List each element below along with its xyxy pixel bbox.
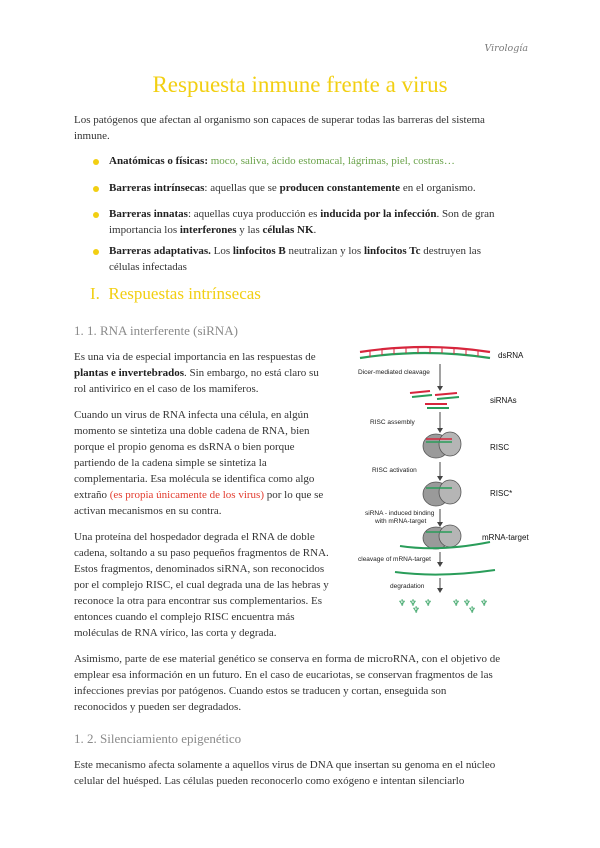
bullet-adaptativas-line2: células infectadas [109, 261, 187, 273]
bullet-desc: moco, saliva, ácido estomacal, lágrimas, piel, costras… [208, 155, 455, 167]
para3-line: Estos fragmentos, denominados siRNA, son reconocidos [74, 563, 325, 575]
page-title: Respuesta inmune frente a virus [152, 72, 448, 97]
bullet-text: importancia los [109, 224, 180, 236]
bullet-text: Los [210, 245, 233, 257]
mrna-target-complex [400, 525, 490, 549]
cleaved-mrna [395, 570, 495, 575]
diagram-label: degradation [390, 583, 425, 590]
degradation-fragments [398, 599, 488, 616]
diagram-label: mRNA-target [482, 533, 529, 542]
text: por lo que se [264, 489, 324, 501]
flow-arrowhead [437, 386, 443, 391]
bullet-text: : aquellas cuya producción es [187, 208, 321, 220]
para3-line: entonces cuando el complejo RISC encuentra más [74, 611, 295, 623]
sirna-pathway-diagram [340, 338, 545, 623]
header-subject: Virología [484, 43, 528, 54]
para3-line: reconoce la otra para encontrar sus complementarios. Es [74, 595, 323, 607]
section-heading [90, 284, 261, 304]
para2-line: complementaria. Esa molécula se identifica como algo [74, 473, 315, 485]
bullet-text: destruyen las [420, 245, 481, 257]
para4-line: reconocidos y pueden ser degradados. [74, 701, 242, 713]
diagram-label: RISC [490, 443, 510, 452]
bullet-dot [93, 212, 99, 218]
bullet-text: . [313, 224, 317, 236]
bullet-term: Anatómicas o físicas: [109, 155, 208, 167]
risc-active-complex [423, 480, 461, 506]
para2-line: momento se sintetiza una doble cadena de RNA, bien [74, 425, 310, 437]
para2-line [74, 487, 323, 503]
diagram-label: RISC assembly [370, 419, 415, 426]
diagram-label: with mRNA-target [375, 518, 427, 525]
para4-line: emplear esa información en un futuro. En el caso de eucariotas, se conservan fragmentos de las [74, 669, 493, 681]
svg-text:♆: ♆ [424, 599, 433, 609]
diagram-label: RISC activation [372, 467, 417, 474]
bullet-dot [93, 249, 99, 255]
svg-text:♆: ♆ [412, 606, 421, 616]
dsrna-strands [360, 347, 490, 358]
bullet-bold: producen constantemente [279, 182, 401, 194]
subsection-heading-sirna: 1. 1. RNA interferente (siRNA) [74, 323, 238, 338]
bold-text: plantas e invertebrados [74, 367, 184, 379]
para1-line: rol antivirico en el caso de los mamiferos. [74, 383, 259, 395]
bullet-dot [93, 186, 99, 192]
para3-line: Una proteína del hospedador degrada el RNA de doble [74, 531, 315, 543]
para1-line [74, 365, 319, 381]
intro-line-2: inmune. [74, 130, 110, 142]
diagram-label: dsRNA [498, 351, 524, 360]
bullet-text: neutralizan y los [285, 245, 364, 257]
para2-line: activan mecanismos en su contra. [74, 505, 222, 517]
bullet-text: . Son de gran [436, 208, 495, 220]
bullet-text: en el organismo. [400, 182, 476, 194]
para3-line: moléculas de RNA vírico, las corta y degrada. [74, 627, 277, 639]
diagram-label: siRNAs [490, 396, 517, 405]
svg-text:♆ ♆: ♆ ♆ [452, 599, 471, 609]
bullet-bold: linfocitos Tc [363, 245, 421, 257]
highlight-text: (es propia únicamente de los virus) [109, 489, 264, 501]
bullet-term: Barreras intrínsecas [109, 182, 205, 194]
sub2-line: celular del huésped. Las células pueden reconocerlo como exógeno e intentan silenciarlo [74, 775, 465, 787]
para4-line: Asimismo, parte de ese material genético se conserva en forma de microRNA, con el objetivo de [74, 653, 501, 665]
bullet-anatomicas [109, 153, 539, 169]
diagram-label: Dicer-mediated cleavage [358, 369, 430, 376]
diagram-label: cleavage of mRNA-target [358, 556, 431, 563]
sub2-line: Este mecanismo afecta solamente a aquellos virus de DNA que insertan su genoma en el núcleo [74, 759, 496, 771]
flow-arrowhead [437, 476, 443, 481]
para4-line: infecciones previas por patógenos. Cuando estos se traducen y cortan, enseguida son [74, 685, 447, 697]
para2-line: porque el propio genoma es dsRNA o bien porque [74, 441, 295, 453]
section-title: Respuestas intrínsecas [108, 284, 261, 303]
diagram-label: RISC* [490, 489, 513, 498]
para3-line: cadena, soltando a su paso pequeños fragmentos de RNA. [74, 547, 329, 559]
subsection-heading-epigenetico: 1. 2. Silenciamiento epigenético [74, 731, 242, 746]
flow-arrowhead [437, 562, 443, 567]
bullet-bold: inducida por la infección [320, 208, 437, 220]
bullet-term: Barreras adaptativas. [109, 245, 211, 257]
section-number: I. [90, 284, 100, 303]
para1-line: Es una via de especial importancia en las respuestas de [74, 351, 316, 363]
flow-arrowhead [437, 428, 443, 433]
sirna-fragments [410, 391, 459, 408]
svg-text:♆: ♆ [468, 606, 477, 616]
bullet-innatas [109, 206, 539, 222]
svg-text:♆ ♆: ♆ ♆ [398, 599, 417, 609]
bullet-text: : aquellas que se [204, 182, 280, 194]
para3-line: por el complejo RISC, el cual degrada una de las hebras y [74, 579, 329, 591]
bullet-bold: células NK [262, 224, 314, 236]
risc-complex [423, 432, 461, 458]
intro-line-1: Los patógenos que afectan al organismo son capaces de superar todas las barreras del sistema [74, 114, 485, 126]
para2-line: partiendo de la cadena simple se sintetiza la [74, 457, 267, 469]
bullet-dot [93, 159, 99, 165]
bullet-adaptativas [109, 243, 539, 259]
bullet-bold: interferones [179, 224, 237, 236]
svg-text:♆: ♆ [480, 599, 489, 609]
text: . Sin embargo, no está claro su [184, 367, 319, 379]
text: extraño [74, 489, 110, 501]
flow-arrowhead [437, 522, 443, 527]
bullet-text: y las [236, 224, 263, 236]
para2-line: Cuando un virus de RNA infecta una célula, en algún [74, 409, 309, 421]
diagram-label: siRNA - induced binding [365, 510, 435, 517]
bullet-innatas-line2 [109, 222, 539, 238]
bullet-term: Barreras innatas [109, 208, 188, 220]
bullet-intrinsecas [109, 180, 539, 196]
bullet-bold: linfocitos B [232, 245, 286, 257]
flow-arrowhead [437, 588, 443, 593]
